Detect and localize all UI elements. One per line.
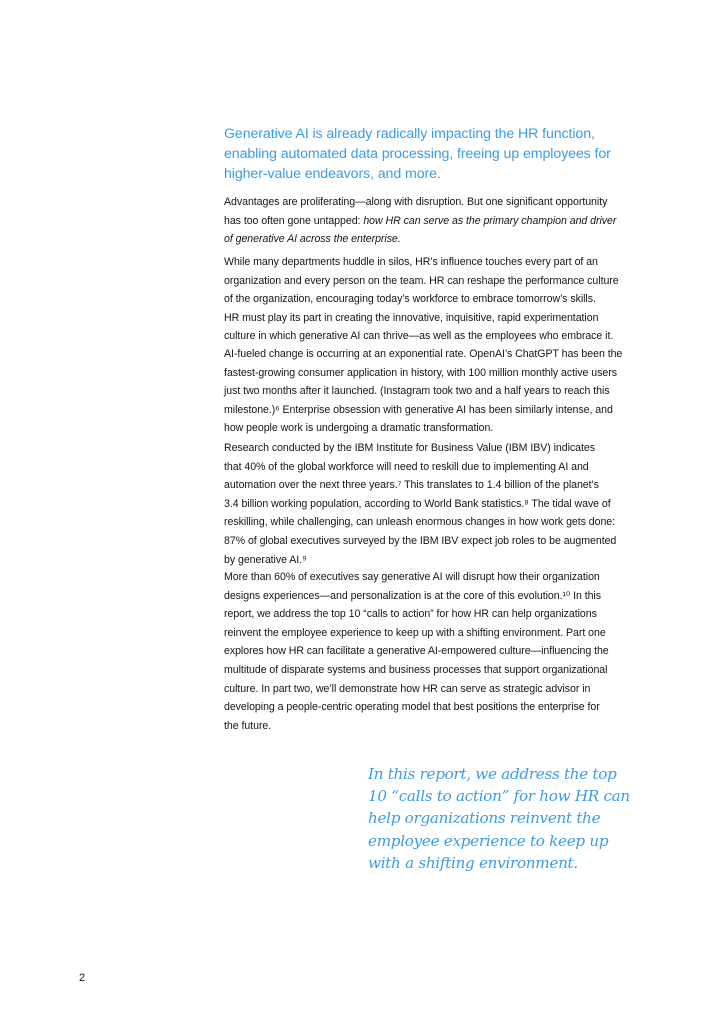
text-line: employee experience to keep up (368, 831, 609, 850)
text-line: Advantages are proliferating—along with disruption. But one significant opportunity (224, 196, 608, 208)
text-line (224, 212, 616, 231)
pull-quote (368, 763, 630, 874)
text-line: AI-fueled change is occurring at an exponential rate. OpenAI’s ChatGPT has been the (224, 348, 623, 360)
text-line: 87% of global executives surveyed by the IBM IBV expect job roles to be augmented (224, 534, 617, 547)
paragraph (224, 568, 609, 735)
text-line: reskilling, while challenging, can unleash enormous changes in how work gets done: (224, 516, 616, 529)
text-line: 10 “calls to action” for how HR can (368, 787, 630, 806)
text-line: fastest-growing consumer application in history, with 100 million monthly active users (224, 366, 617, 379)
text-line: how people work is undergoing a dramatic transformation. (224, 422, 494, 435)
text-line: that 40% of the global workforce will need to reskill due to implementing AI and (224, 460, 589, 473)
paragraph (224, 193, 616, 249)
text-line: While many departments huddle in silos, HR’s influence touches every part of an (224, 256, 598, 268)
text-line: culture in which generative AI can thrive—as well as the employees who embrace it. (224, 330, 614, 343)
text-line: higher-value endeavors, and more. (224, 166, 441, 182)
text-line: of the organization, encouraging today’s workforce to embrace tomorrow’s skills. (224, 293, 596, 306)
emphasis-text: how HR can serve as the primary champion and driver (363, 214, 617, 227)
text-line: the future. (224, 719, 272, 732)
text-line: just two months after it launched. (Instagram took two and a half years to reach this (224, 385, 610, 398)
text-line: developing a people-centric operating model that best positions the enterprise for (224, 701, 600, 714)
page-number: 2 (79, 972, 86, 984)
text-line: 3.4 billion working population, according to World Bank statistics.⁸ The tidal wave of (224, 497, 611, 510)
text-line: organization and every person on the team. HR can reshape the performance culture (224, 274, 619, 287)
emphasis-text: of generative AI across the enterprise. (224, 233, 401, 246)
text-line (224, 230, 616, 249)
text-line: report, we address the top 10 “calls to action” for how HR can help organizations (224, 608, 597, 621)
text-line: with a shifting environment. (368, 853, 578, 872)
text-line: In this report, we address the top (368, 765, 617, 783)
text-line: Generative AI is already radically impacting the HR function, (224, 126, 595, 142)
text-line: milestone.)⁶ Enterprise obsession with generative AI has been similarly intense, and (224, 403, 613, 416)
paragraph (224, 345, 622, 438)
text-line: automation over the next three years.⁷ This translates to 1.4 billion of the planet’s (224, 479, 599, 492)
text-line: multitude of disparate systems and business processes that support organizational (224, 663, 608, 676)
text-line: enabling automated data processing, freeing up employees for (224, 146, 611, 162)
text-line: by generative AI.⁹ (224, 553, 307, 566)
text-line: culture. In part two, we’ll demonstrate how HR can serve as strategic advisor in (224, 682, 591, 695)
paragraph (224, 439, 616, 569)
text-line: More than 60% of executives say generative AI will disrupt how their organization (224, 571, 600, 583)
text-line: HR must play its part in creating the innovative, inquisitive, rapid experimentation (224, 311, 599, 324)
text-run: has too often gone untapped: (224, 214, 364, 227)
paragraph (224, 253, 619, 346)
text-line: designs experiences—and personalization is at the core of this evolution.¹⁰ In this (224, 589, 601, 602)
lead-paragraph (224, 124, 611, 184)
text-line: Research conducted by the IBM Institute for Business Value (IBM IBV) indicates (224, 442, 595, 454)
text-line: explores how HR can facilitate a generative AI-empowered culture—influencing the (224, 645, 609, 658)
text-line: reinvent the employee experience to keep up with a shifting environment. Part one (224, 626, 606, 639)
text-line: help organizations reinvent the (368, 809, 601, 828)
